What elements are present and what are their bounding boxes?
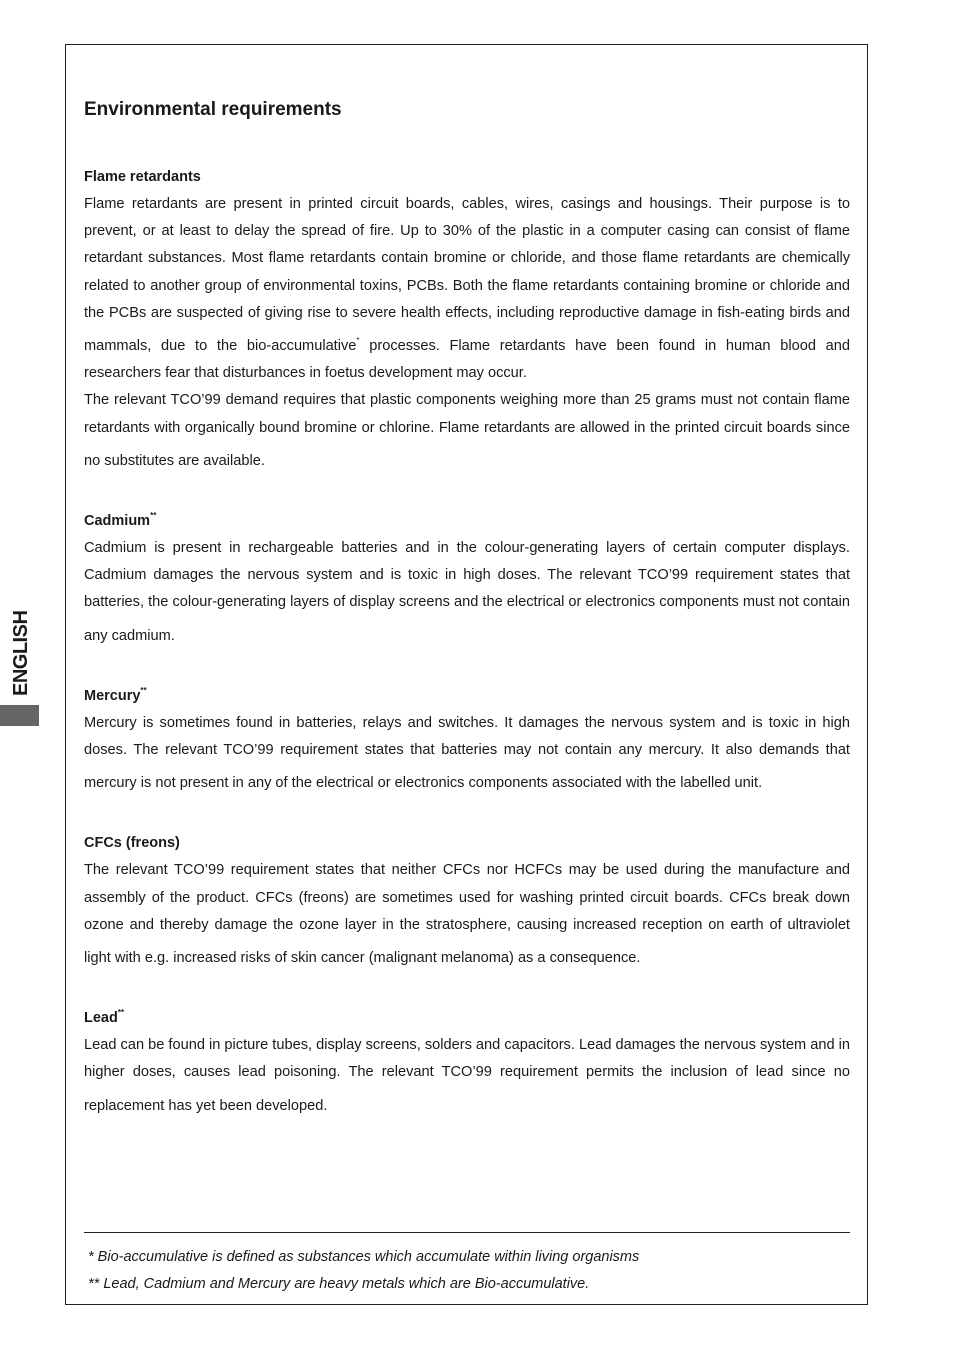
section-heading bbox=[84, 824, 850, 857]
footnote-heavy-metals: ** Lead, Cadmium and Mercury are heavy metals which are Bio-accumulative. bbox=[88, 1276, 590, 1292]
paragraph-text-continued: processes. Flame retardants have been found in human blood and researchers fear that disturbances in foetus development may occur. bbox=[84, 338, 850, 382]
section-heading-text: CFCs (freons) bbox=[84, 835, 180, 852]
section-heading-text: Flame retardants bbox=[84, 169, 201, 185]
section-heading bbox=[84, 677, 850, 710]
section-heading bbox=[84, 158, 850, 191]
section-heading-text: Cadmium bbox=[84, 513, 151, 530]
footnote-bio-accumulative: * Bio-accumulative is defined as substances which accumulate within living organisms bbox=[88, 1249, 640, 1265]
sections-container bbox=[84, 158, 850, 1120]
section-heading bbox=[84, 999, 850, 1032]
section-paragraph bbox=[84, 710, 850, 798]
language-label: ENGLISH bbox=[10, 610, 32, 696]
section-heading-text: Mercury bbox=[84, 687, 141, 704]
section-paragraph bbox=[84, 857, 850, 972]
paragraph-text: Cadmium is present in rechargeable batteries and in the colour-generating layers of certain computer displays. Cadmium damages the nervous system and is toxic in high doses. The relevant TCO’99 requirement states that batteries, the colour-generating layers of display screens and the electrical or electronics components must not contain any cadmium. bbox=[84, 540, 850, 644]
footnote-marker: ** bbox=[140, 685, 147, 695]
section bbox=[84, 502, 850, 650]
footnote-marker: ** bbox=[117, 1008, 125, 1018]
footnotes bbox=[84, 1232, 850, 1298]
section bbox=[84, 158, 850, 475]
section-paragraph bbox=[84, 387, 850, 475]
paragraph-text: Lead can be found in picture tubes, display screens, solders and capacitors. Lead damages the nervous system and in higher doses, causes lead poisoning. The relevant TCO’99 requirement permits the inclusion of lead since no replacement has yet been developed. bbox=[84, 1037, 850, 1114]
main-content bbox=[84, 96, 850, 1147]
section-paragraph bbox=[84, 1032, 850, 1120]
paragraph-text: The relevant TCO’99 demand requires that plastic components weighing more than 25 grams must not contain flame retardants with organically bound bromine or chlorine. Flame retardants are allowed in the printed circuit boards since no substitutes are available. bbox=[84, 392, 850, 469]
section-heading bbox=[84, 502, 850, 535]
section bbox=[84, 677, 850, 798]
language-tab-bar bbox=[0, 705, 39, 726]
section-heading-text: Lead bbox=[84, 1010, 118, 1027]
footnote-marker: ** bbox=[150, 511, 157, 521]
section-paragraph bbox=[84, 535, 850, 650]
section bbox=[84, 999, 850, 1120]
paragraph-text: The relevant TCO’99 requirement states that neither CFCs nor HCFCs may be used during the manufacture and assembly of the product. CFCs (freons) are sometimes used for washing printed circuit boards. CFCs break down ozone and thereby damage the ozone layer in the stratosphere, causing increased reception on earth of ultraviolet light with e.g. increased risks of skin cancer (malignant melanoma) as a consequence. bbox=[84, 862, 850, 967]
paragraph-text: Flame retardants are present in printed circuit boards, cables, wires, casings and housings. Their purpose is to prevent, or at least to delay the spread of fire. Up to 30% of the plastic in a computer casing can consist of flame retardant substances. Most flame retardants contain bromine or chloride, and those flame retardants are chemically related to another group of environmental toxins, PCBs. Both the flame retardants containing bromine or chloride and the PCBs are suspected of giving rise to severe health effects, including reproductive damage in fish-eating birds and mammals, due to the bio-accumulative bbox=[84, 196, 850, 355]
paragraph-text: Mercury is sometimes found in batteries, relays and switches. It damages the nervous system and is toxic in high doses. The relevant TCO’99 requirement states that batteries may not contain any mercury. It also demands that mercury is not present in any of the electrical or electronics components associated with the labelled unit. bbox=[84, 714, 850, 792]
footnote-marker: * bbox=[356, 336, 360, 346]
section bbox=[84, 824, 850, 972]
language-side-tab bbox=[0, 300, 40, 696]
page-title: Environmental requirements bbox=[84, 99, 342, 120]
section-paragraph bbox=[84, 191, 850, 387]
